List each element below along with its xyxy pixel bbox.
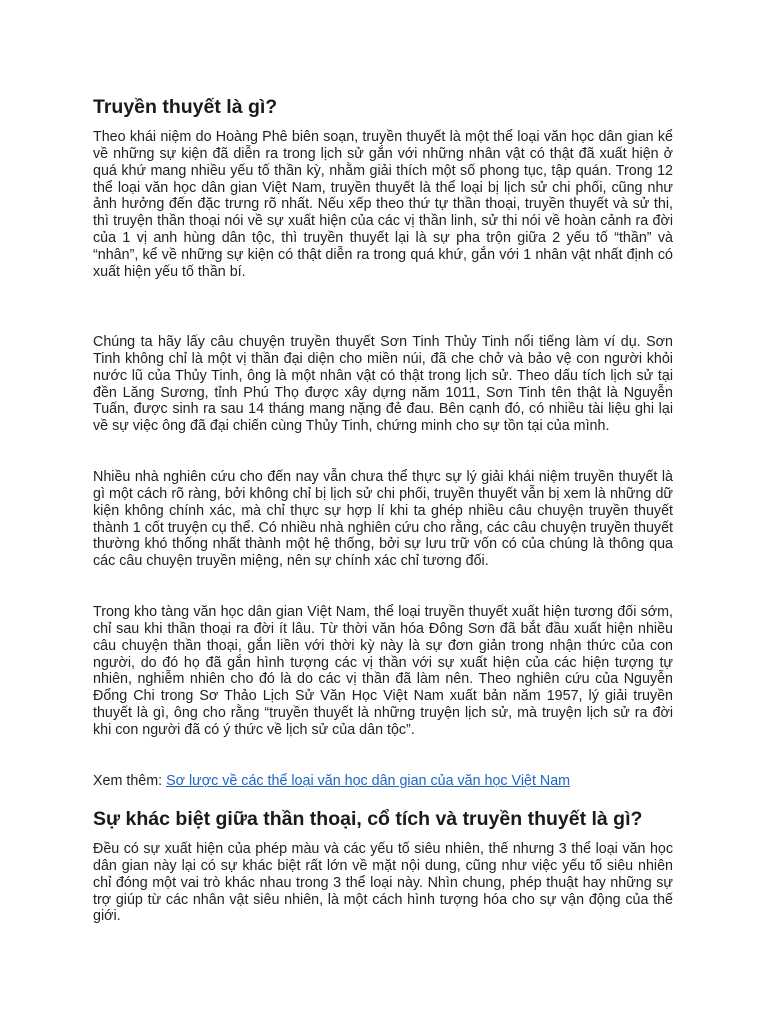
paragraph-researchers: Nhiều nhà nghiên cứu cho đến nay vẫn chưa thể thực sự lý giải khái niệm truyền thuyết là gì một cách rõ ràng, bởi không chỉ bị lịch sử chi phối, truyền thuyết vẫn bị xem là những dữ kiện không chính xác, mà chỉ thực sự hợp lí khi ta ghép nhiều câu chuyện truyền thuyết thành 1 cốt truyện cụ thể. Có nhiều nhà nghiên cứu cho rằng, các câu chuyện truyền thuyết thường khó thống nhất thành một hệ thống, bởi sự lưu trữ vốn có của chúng là thông qua các câu chuyện truyền miệng, nên sự chính xác chỉ tương đối. (93, 469, 673, 570)
paragraph-definition: Theo khái niệm do Hoàng Phê biên soạn, truyền thuyết là một thể loại văn học dân gian kể về những sự kiện đã diễn ra trong lịch sử gắn với những nhân vật có thật đã xuất hiện ở quá khứ mang nhiều yếu tố thần kỳ, nhằm giải thích một số phong tục, tập quán. Trong 12 thể loại văn học dân gian Việt Nam, truyền thuyết là thể loại bị lịch sử chi phối, cũng như ảnh hưởng đến đặc trưng rõ nhất. Nếu xếp theo thứ tự thần thoại, truyền thuyết và sử thi, thì truyện thần thoại nói về sự xuất hiện của các vị thần linh, sử thi nói về hoàn cảnh ra đời của 1 vị anh hùng dân tộc, thì truyền thuyết lại là sự pha trộn giữa 2 yếu tố “thần” và “nhân”, kể về những sự kiện có thật diễn ra trong quá khứ, gắn với 1 nhân vật nhất định có xuất hiện yếu tố thần bí. (93, 129, 673, 280)
paragraph-folk-literature: Trong kho tàng văn học dân gian Việt Nam, thể loại truyền thuyết xuất hiện tương đối sớm, chỉ sau khi thần thoại ra đời ít lâu. Từ thời văn hóa Đông Sơn đã bắt đầu xuất hiện nhiều câu chuyện thần thoại, gắn liền với thời kỳ này là sự đơn giản trong nhận thức của con người, do đó họ đã gắn hình tượng các vị thần với sự xuất hiện của các hiện tượng tự nhiên, nghiễm nhiên cho đó là do các vị thần đã làm nên. Theo nghiên cứu của Nguyễn Đổng Chi trong Sơ Thảo Lịch Sử Văn Học Việt Nam xuất bản năm 1957, lý giải truyền thuyết là gì, ông cho rằng “truyền thuyết là những truyện lịch sử, mà truyện lịch sử ra đời khi con người đã có ý thức về lịch sử của dân tộc”. (93, 604, 673, 738)
heading-what-is-legend: Truyền thuyết là gì? (93, 96, 278, 118)
see-also-link[interactable]: Sơ lược về các thể loại văn học dân gian của văn học Việt Nam (166, 773, 571, 789)
see-also-line (93, 773, 673, 790)
see-also-prefix: Xem thêm: (93, 773, 167, 789)
paragraph-differences: Đều có sự xuất hiện của phép màu và các yếu tố siêu nhiên, thế nhưng 3 thể loại văn học dân gian này lại có sự khác biệt rất lớn về mặt nội dung, cũng như việc yếu tố siêu nhiên chỉ đóng một vai trò khác nhau trong 3 thể loại này. Nhìn chung, phép thuật hay những sự trợ giúp từ các nhân vật siêu nhiên, là một cách hình tượng hóa cho sự vận động của thế giới. (93, 841, 673, 925)
paragraph-son-tinh-example: Chúng ta hãy lấy câu chuyện truyền thuyết Sơn Tinh Thủy Tinh nổi tiếng làm ví dụ. Sơn Tinh không chỉ là một vị thần đại diện cho miền núi, đã che chở và bảo vệ con người khỏi nước lũ của Thủy Tinh, ông là một nhân vật có thật trong lịch sử. Theo dấu tích lịch sử tại đền Lăng Sương, tỉnh Phú Thọ được xây dựng năm 1011, Sơn Tinh tên thật là Nguyễn Tuấn, được sinh ra sau 14 tháng mang nặng đẻ đau. Bên cạnh đó, có nhiều tài liệu ghi lại về sự việc ông đã đại chiến cùng Thủy Tinh, chứng minh cho sự tồn tại của mình. (93, 334, 673, 435)
heading-differences: Sự khác biệt giữa thần thoại, cổ tích và truyền thuyết là gì? (93, 808, 643, 830)
